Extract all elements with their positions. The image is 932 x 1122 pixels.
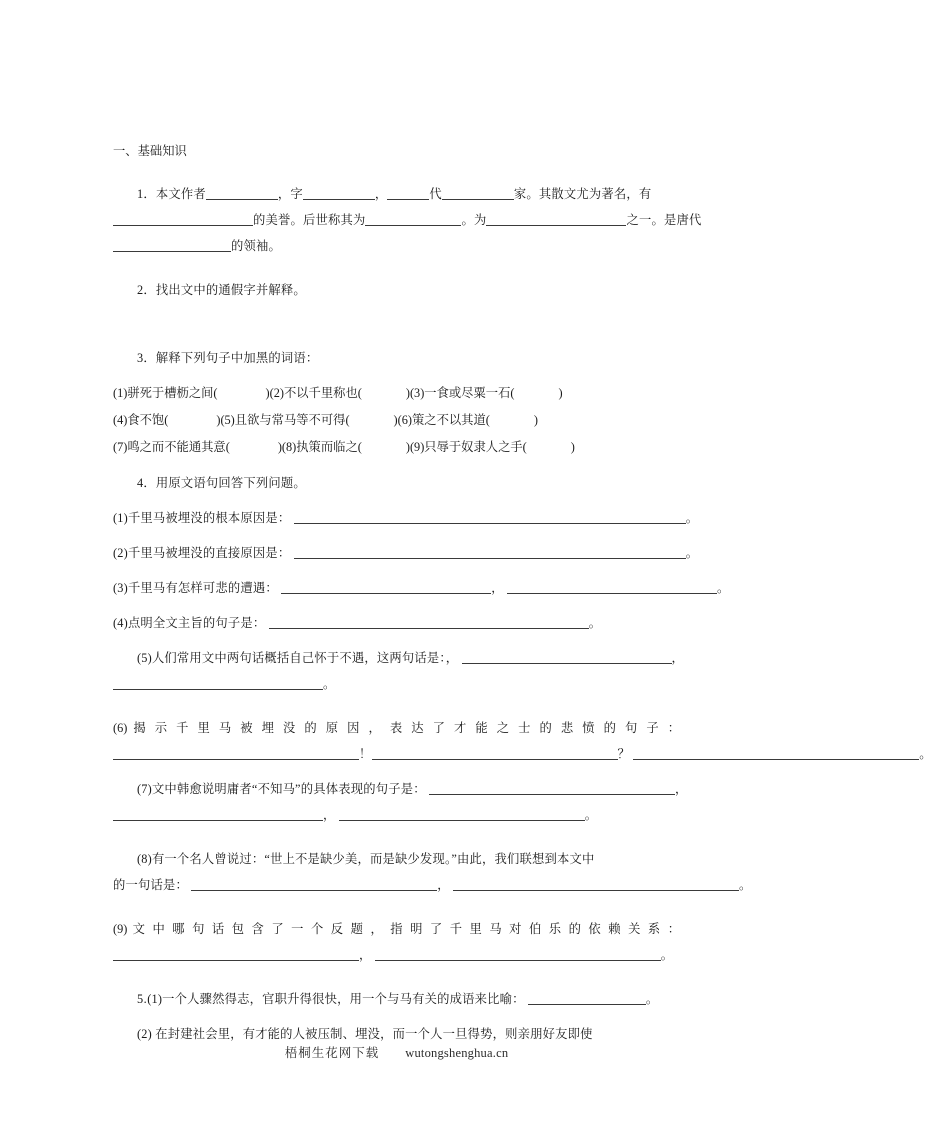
question-2-number: 2．: [137, 283, 156, 297]
question-4-sub-5: [113, 645, 684, 697]
spacer: [113, 1012, 680, 1021]
spacer: [113, 259, 680, 277]
question-1-text-e: 家。其散文尤为著名，有: [513, 187, 652, 201]
q4-2-label: (2)千里马被埋没的直接原因是：: [113, 546, 291, 560]
spacer: [113, 636, 680, 645]
q4-3-label: (3)千里马有怎样可悲的遭遇：: [113, 581, 278, 595]
question-4-prompt-line: [113, 470, 680, 496]
question-3-number: 3．: [137, 351, 156, 365]
q3-close-5: ): [393, 413, 398, 427]
q4-9-line-1: [113, 916, 680, 942]
blank-group[interactable]: [486, 212, 626, 226]
q4-3-tail: 。: [716, 581, 730, 595]
q4-1-blank[interactable]: [294, 510, 686, 524]
q3-item-6: (6)策之不以其道(: [397, 413, 490, 427]
q4-5-line-1: [113, 645, 684, 671]
question-3-row-3: [113, 434, 680, 461]
question-4-sub-2: [113, 540, 699, 566]
question-1-text-c: ，: [374, 187, 388, 201]
q4-8-label-2: 的一句话是：: [113, 878, 188, 892]
question-5: [113, 986, 680, 1047]
spacer: [113, 828, 680, 846]
q3-item-7: (7)鸣之而不能通其意(: [113, 440, 230, 454]
question-1-line-2: [113, 207, 702, 233]
q4-5-blank-b[interactable]: [113, 676, 323, 690]
q4-9-label: (9) 文 中 哪 句 话 包 含 了 一 个 反 题 ， 指 明 了 千 里 马 对 伯 乐 的 依 赖 关 系 ：: [113, 922, 680, 936]
question-1-line-3: [113, 233, 680, 259]
q4-8-blank-b[interactable]: [453, 877, 739, 891]
question-1-line-1: [113, 181, 680, 207]
q3-close-1: ): [265, 386, 270, 400]
question-4: [113, 470, 932, 968]
q4-8-line-2: [113, 872, 752, 898]
question-3-prompt-line: [113, 345, 680, 371]
q4-4-blank[interactable]: [269, 615, 589, 629]
question-4-sub-9: [113, 916, 680, 968]
q5-1-text: (1)一个人骤然得志，官职升得很快，用一个与马有关的成语来比喻：: [147, 992, 525, 1006]
q5-1-blank[interactable]: [528, 991, 646, 1005]
spacer: [113, 767, 680, 776]
blank-courtesy-name[interactable]: [303, 186, 375, 200]
q4-7-tail: 。: [584, 808, 598, 822]
spacer: [113, 371, 680, 380]
question-4-prompt: 用原文语句回答下列问题。: [155, 476, 306, 490]
q3-close-8: ): [405, 440, 410, 454]
q4-6-tail: 。: [919, 747, 932, 761]
q4-9-blank-b[interactable]: [375, 947, 661, 961]
q4-6-line-1: [113, 715, 680, 741]
q4-7-mid-2: ，: [323, 808, 336, 822]
q4-5-tail: 。: [323, 677, 336, 691]
q4-6-line-2: [113, 741, 932, 767]
q4-7-blank-a[interactable]: [429, 781, 675, 795]
q4-4-tail: 。: [588, 616, 602, 630]
question-1-text-d: 代: [429, 187, 442, 201]
q4-4-label: (4)点明全文主旨的句子是：: [113, 616, 266, 630]
q4-6-mark-2: ？: [617, 747, 630, 761]
question-4-sub-7: [113, 776, 688, 828]
question-1-number: 1．: [137, 187, 156, 201]
blank-honor[interactable]: [113, 212, 253, 226]
q4-8-tail: 。: [739, 878, 752, 892]
question-3-prompt: 解释下列句子中加黑的词语：: [155, 351, 319, 365]
question-3-row-2: [113, 407, 680, 434]
q3-close-9: ): [570, 440, 575, 454]
spacer: [113, 461, 680, 470]
answer-space-q2[interactable]: [113, 303, 680, 345]
q4-5-tail2: ，: [671, 651, 684, 665]
q4-5-line-2: [113, 671, 680, 697]
blank-profession[interactable]: [442, 186, 514, 200]
footer-site-name-cn: 梧桐生花网下载: [284, 1046, 380, 1060]
q4-9-tail: 。: [660, 948, 674, 962]
q3-close-7: ): [277, 440, 282, 454]
q4-2-tail: 。: [685, 546, 699, 560]
question-2: [113, 277, 680, 303]
q3-item-3: (3)一食或尽粟一石(: [409, 386, 515, 400]
question-3: [113, 345, 680, 461]
q4-9-mid: ，: [359, 948, 372, 962]
blank-movement[interactable]: [113, 238, 231, 252]
q4-5-blank-a[interactable]: [462, 650, 672, 664]
blank-author[interactable]: [206, 186, 278, 200]
question-3-row-1: [113, 380, 680, 407]
question-1-text-h: 之一。是唐代: [626, 213, 702, 227]
q5-2-text: (2) 在封建社会里，有才能的人被压制、埋没，而一个人一旦得势，则亲朋好友即使: [137, 1027, 593, 1041]
q4-7-line-1: [113, 776, 688, 802]
q4-3-blank-a[interactable]: [281, 580, 491, 594]
q4-1-label: (1)千里马被埋没的根本原因是：: [113, 511, 291, 525]
question-4-sub-6: [113, 715, 932, 767]
q4-7-line-2: [113, 802, 680, 828]
q4-8-label: (8)有一个名人曾说过：“世上不是缺少美，而是缺少发现。”由此，我们联想到本文中: [137, 852, 595, 866]
q4-1-tail: 。: [685, 511, 699, 525]
q4-3-blank-b[interactable]: [507, 580, 717, 594]
spacer: [113, 566, 680, 575]
q3-item-4: (4)食不饱(: [113, 413, 169, 427]
q4-6-label: (6) 揭 示 千 里 马 被 埋 没 的 原 因 ， 表 达 了 才 能 之 士 的 悲 愤 的 句 子 ：: [113, 721, 680, 735]
document-body: [113, 138, 932, 1047]
blank-dynasty[interactable]: [387, 186, 429, 200]
question-5-number: 5.: [137, 992, 148, 1006]
question-1-text-f: 的美誉。后世称其为: [253, 213, 366, 227]
spacer: [113, 898, 680, 916]
spacer: [113, 968, 680, 986]
question-4-number: 4．: [137, 476, 156, 490]
q4-7-blank-c[interactable]: [339, 807, 585, 821]
q4-3-mid: ，: [491, 581, 504, 595]
q3-close-6: ): [533, 413, 538, 427]
q4-6-blank-b[interactable]: [372, 746, 618, 760]
q4-9-line-2: [113, 942, 680, 968]
question-1-text-b: ，字: [277, 187, 303, 201]
q3-close-4: ): [216, 413, 221, 427]
spacer: [113, 531, 680, 540]
q4-9-blank-a[interactable]: [113, 947, 359, 961]
q4-6-blank-c[interactable]: [633, 746, 919, 760]
q4-7-mid: ，: [674, 782, 688, 796]
q4-2-blank[interactable]: [294, 545, 686, 559]
question-1: [113, 181, 702, 259]
question-4-sub-3: [113, 575, 730, 601]
q3-item-8: (8)执策而临之(: [281, 440, 362, 454]
question-4-sub-4: [113, 610, 680, 636]
spacer: [113, 496, 680, 505]
q4-6-blank-a[interactable]: [113, 746, 359, 760]
q3-item-9: (9)只辱于奴隶人之手(: [409, 440, 527, 454]
footer: [0, 1043, 793, 1061]
q4-8-line-1: [113, 846, 680, 872]
q3-item-2: (2)不以千里称也(: [269, 386, 362, 400]
question-5-sub-1: [113, 986, 680, 1012]
q4-6-mark-1: ！: [359, 747, 372, 761]
q4-8-mid: ，: [437, 878, 450, 892]
q3-item-1: (1)骈死于槽枥之间(: [113, 386, 218, 400]
q4-7-blank-b[interactable]: [113, 807, 323, 821]
q3-close-3: ): [558, 386, 563, 400]
q3-close-2: ): [405, 386, 410, 400]
question-4-sub-8: [113, 846, 752, 898]
footer-site-url: wutongshenghua.cn: [405, 1046, 509, 1060]
question-1-text-a: 本文作者: [155, 187, 206, 201]
question-1-text-i: 的领袖。: [231, 239, 281, 253]
q5-1-tail: 。: [645, 992, 659, 1006]
blank-title[interactable]: [365, 212, 461, 226]
question-2-text: 找出文中的通假字并解释。: [155, 283, 306, 297]
section-heading: 一、基础知识: [113, 144, 187, 158]
question-1-text-g: 。为: [461, 213, 487, 227]
question-4-sub-1: [113, 505, 699, 531]
spacer: [113, 697, 680, 715]
spacer: [113, 172, 680, 181]
q4-8-blank-a[interactable]: [191, 877, 437, 891]
q4-7-label: (7)文中韩愈说明庸者“不知马”的具体表现的句子是：: [137, 782, 426, 796]
spacer: [113, 601, 680, 610]
q4-5-label: (5)人们常用文中两句话概括自己怀于不遇，这两句话是：，: [137, 651, 459, 665]
q3-item-5: (5)且欲与常马等不可得(: [220, 413, 350, 427]
